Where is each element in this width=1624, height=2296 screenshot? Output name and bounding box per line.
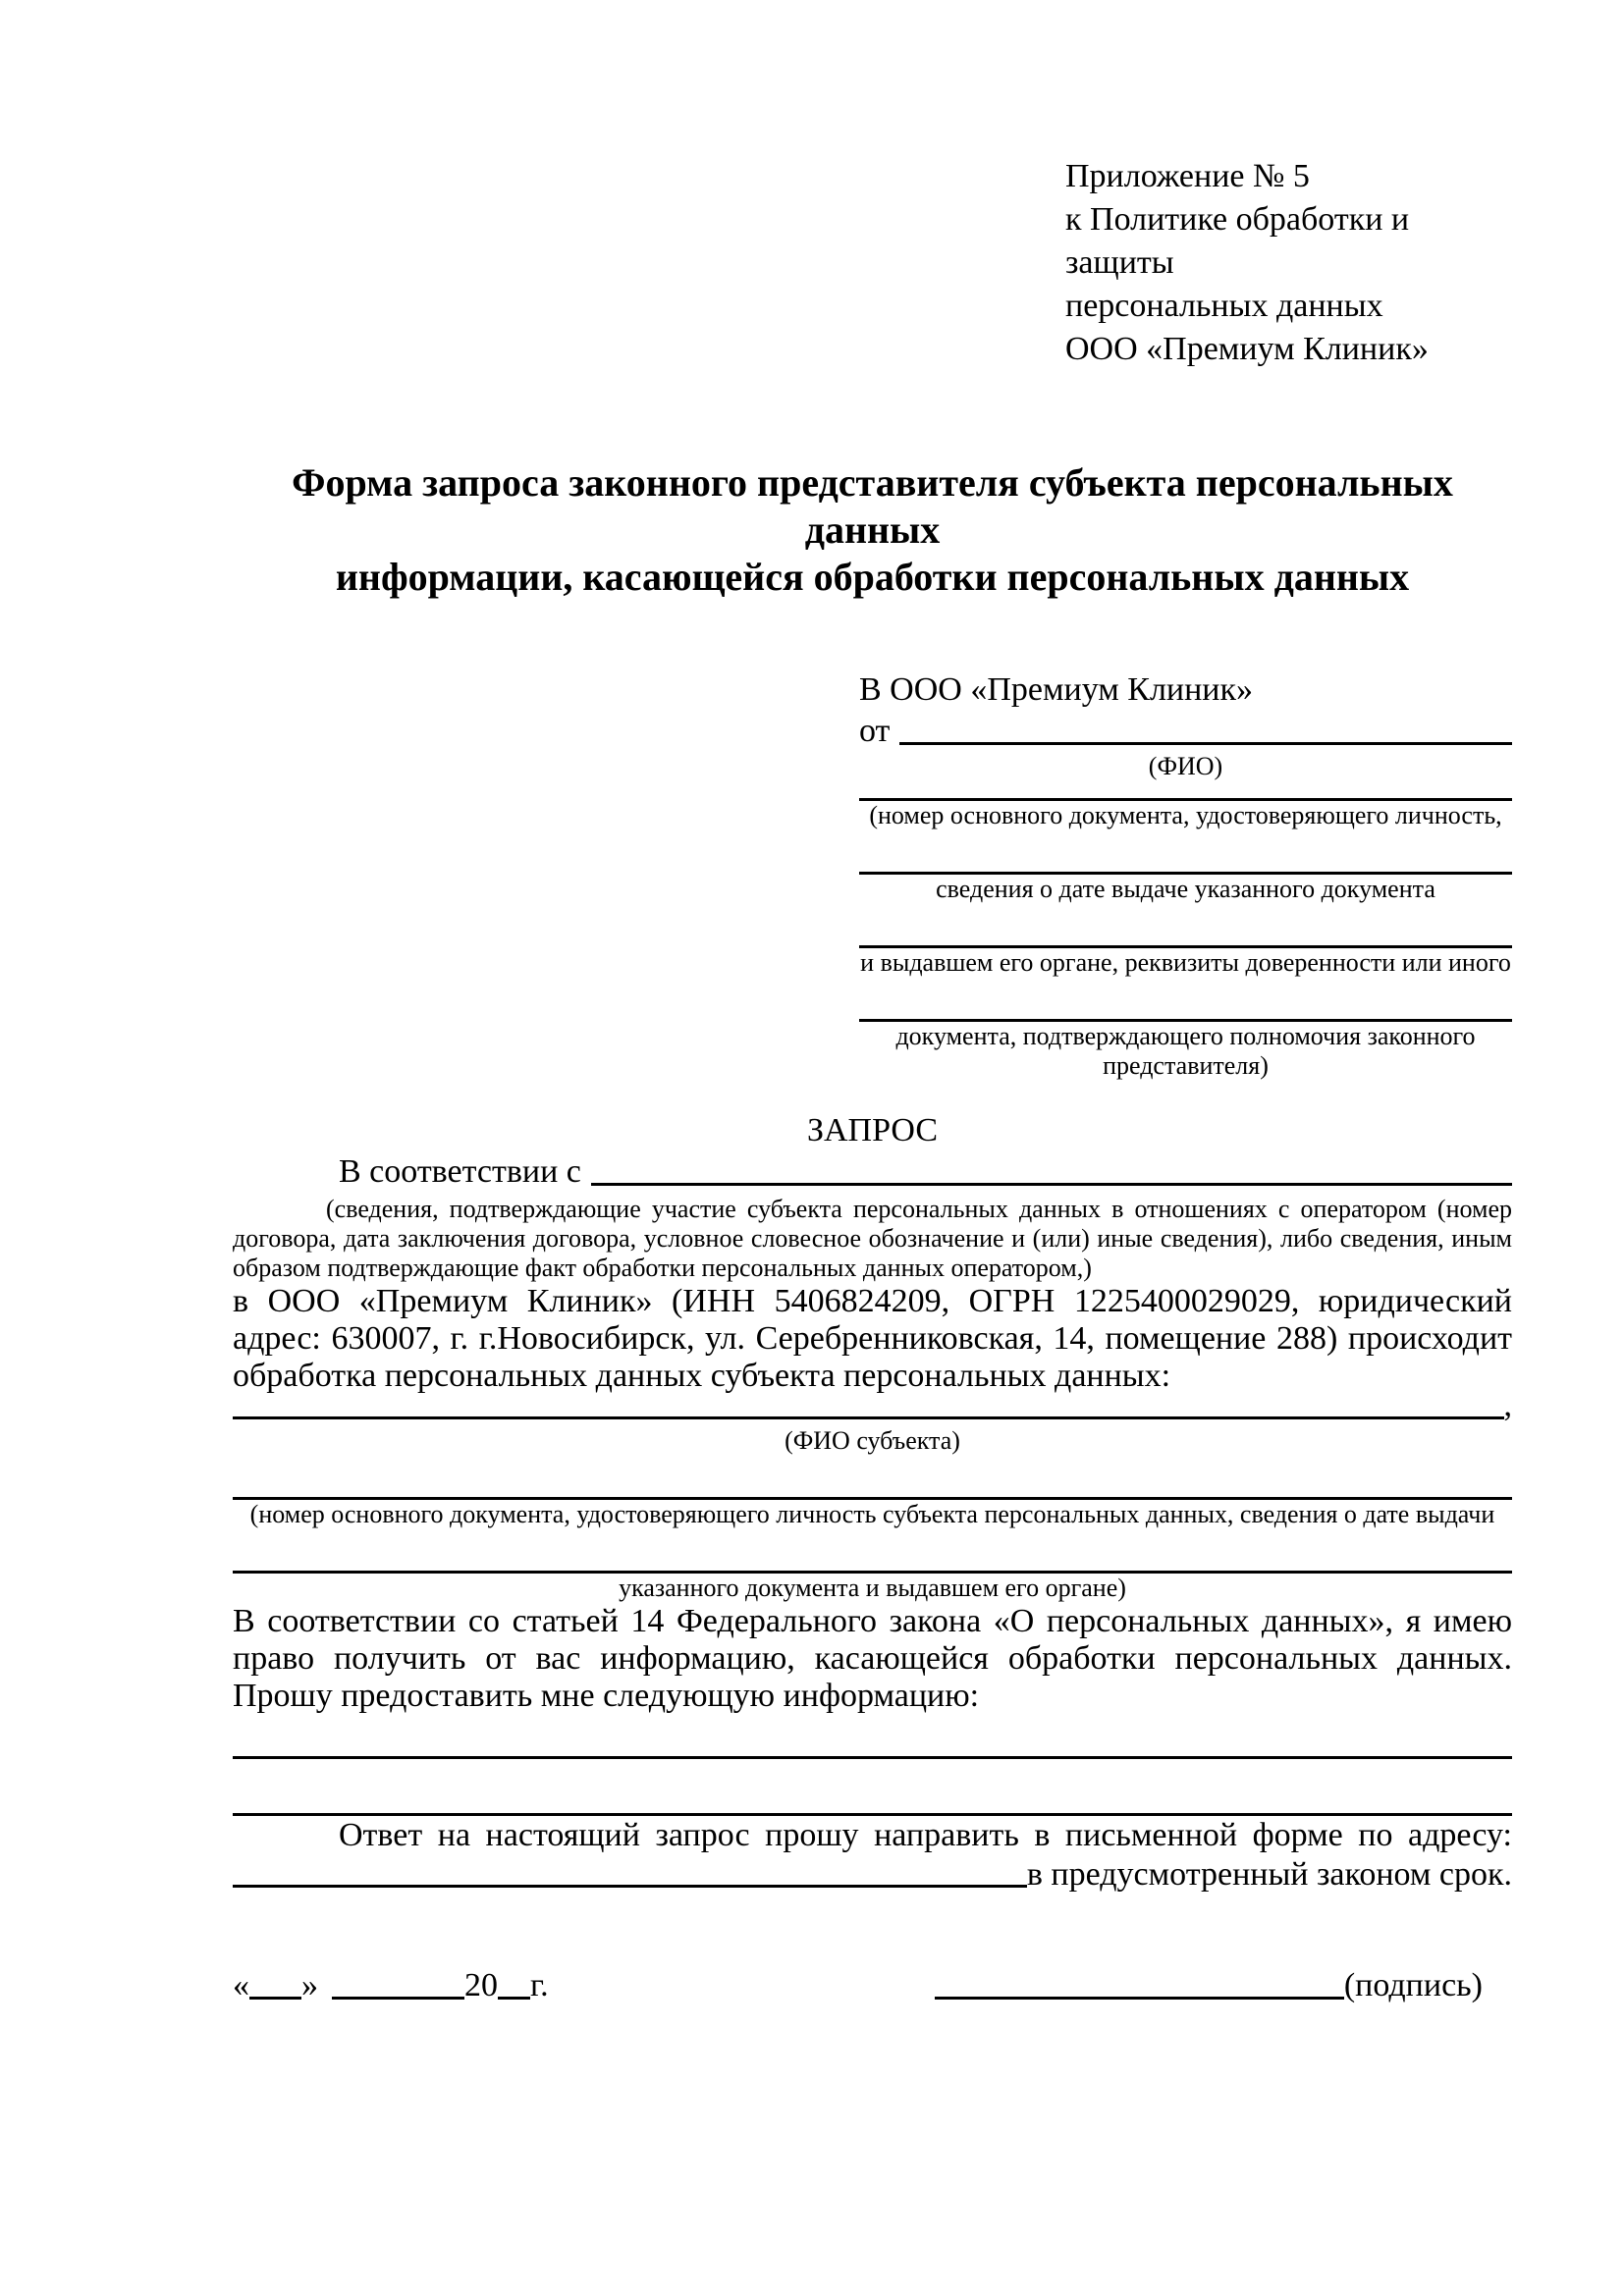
from-row <box>859 711 1512 752</box>
date-year-suffix: г. <box>530 1967 549 2003</box>
subject-fio-row <box>233 1387 1512 1426</box>
reply-tail: в предусмотренный законом срок. <box>1026 1856 1512 1893</box>
doc-blank-line-2 <box>859 830 1512 875</box>
doc-blank-line-4 <box>859 978 1512 1022</box>
form-title <box>233 459 1512 601</box>
appendix-line: Приложение № 5 <box>1065 158 1310 194</box>
operator-paragraph: в ООО «Премиум Клиник» (ИНН 5406824209, ОГРН 1225400029029, юридический адрес: 630007, г. г.Новосибирск, ул. Серебренниковская, 14, помещение 288) происходит обработка персональных данных субъекта персональных данных: <box>233 1283 1512 1394</box>
date-year-blank-line <box>498 1997 530 2000</box>
reply-address-blank-line <box>233 1885 1027 1888</box>
fio-caption: (ФИО) <box>1148 752 1223 780</box>
appendix-line: ООО «Премиум Клиник» <box>1065 331 1429 367</box>
subject-fio-blank-line <box>233 1416 1504 1419</box>
intro-blank-line <box>591 1183 1512 1186</box>
appendix-line: к Политике обработки и защиты <box>1065 201 1410 281</box>
request-heading: ЗАПРОС <box>806 1112 939 1148</box>
from-fio-blank-line <box>899 742 1512 745</box>
form-title-line-2: информации, касающейся обработки персональных данных <box>335 555 1410 599</box>
form-title-line-1: Форма запроса законного представителя субъекта персональных данных <box>292 460 1453 552</box>
date-quote-open: « <box>233 1967 249 2003</box>
info-blank-line-1 <box>233 1715 1512 1759</box>
doc-caption-4: документа, подтверждающего полномочия законного представителя) <box>895 1022 1476 1080</box>
intro-label: В соответствии с <box>339 1153 581 1190</box>
subject-fio-caption: (ФИО субъекта) <box>785 1426 960 1455</box>
intro-row <box>233 1151 1512 1193</box>
subject-comma: , <box>1503 1387 1512 1423</box>
signature-date <box>233 1965 549 2006</box>
date-month-blank-line <box>332 1997 464 2000</box>
appendix-line: персональных данных <box>1065 288 1383 324</box>
subject-doc-blank-line-2 <box>233 1529 1512 1574</box>
subject-doc-caption-1: (номер основного документа, удостоверяющего личность субъекта персональных данных, сведения о дате выдачи <box>249 1500 1495 1528</box>
addressee-block <box>859 669 1512 1081</box>
date-day-blank-line <box>249 1997 301 2000</box>
signature-blank-line <box>935 1997 1344 2000</box>
doc-caption-3: и выдавшем его органе, реквизиты доверенности или иного <box>860 948 1511 977</box>
addressee-to: В ООО «Премиум Клиник» <box>859 671 1254 708</box>
appendix-note <box>1065 155 1512 371</box>
signature-caption: (подпись) <box>1343 1967 1483 2003</box>
doc-blank-line-3 <box>859 904 1512 948</box>
intro-caption: (сведения, подтверждающие участие субъекта персональных данных в отношениях с оператором (номер договора, дата заключения договора, условное словесное обозначение и (или) иные сведения), либо сведения, иным образом подтверждающие факт обработки персональных данных оператором,) <box>233 1195 1512 1282</box>
from-label: от <box>859 713 891 749</box>
date-quote-close: » <box>301 1967 318 2003</box>
subject-doc-blank-line-1 <box>233 1456 1512 1500</box>
doc-caption-2: сведения о дате выдаче указанного документа <box>936 875 1435 903</box>
reply-address-row <box>233 1855 1512 1895</box>
reply-sentence: Ответ на настоящий запрос прошу направить в письменной форме по адресу: <box>339 1817 1512 1853</box>
date-year-prefix: 20 <box>464 1967 498 2003</box>
law-paragraph: В соответствии со статьей 14 Федерального закона «О персональных данных», я имею право получить от вас информацию, касающейся обработки персональных данных. Прошу предоставить мне следующую информацию: <box>233 1603 1512 1714</box>
doc-blank-line-1 <box>859 781 1512 801</box>
signature-area <box>935 1965 1483 2006</box>
doc-caption-1: (номер основного документа, удостоверяющего личность, <box>869 801 1502 829</box>
signature-row <box>233 1965 1512 2006</box>
subject-doc-caption-2: указанного документа и выдавшем его органе) <box>619 1574 1126 1602</box>
info-blank-line-2 <box>233 1759 1512 1816</box>
